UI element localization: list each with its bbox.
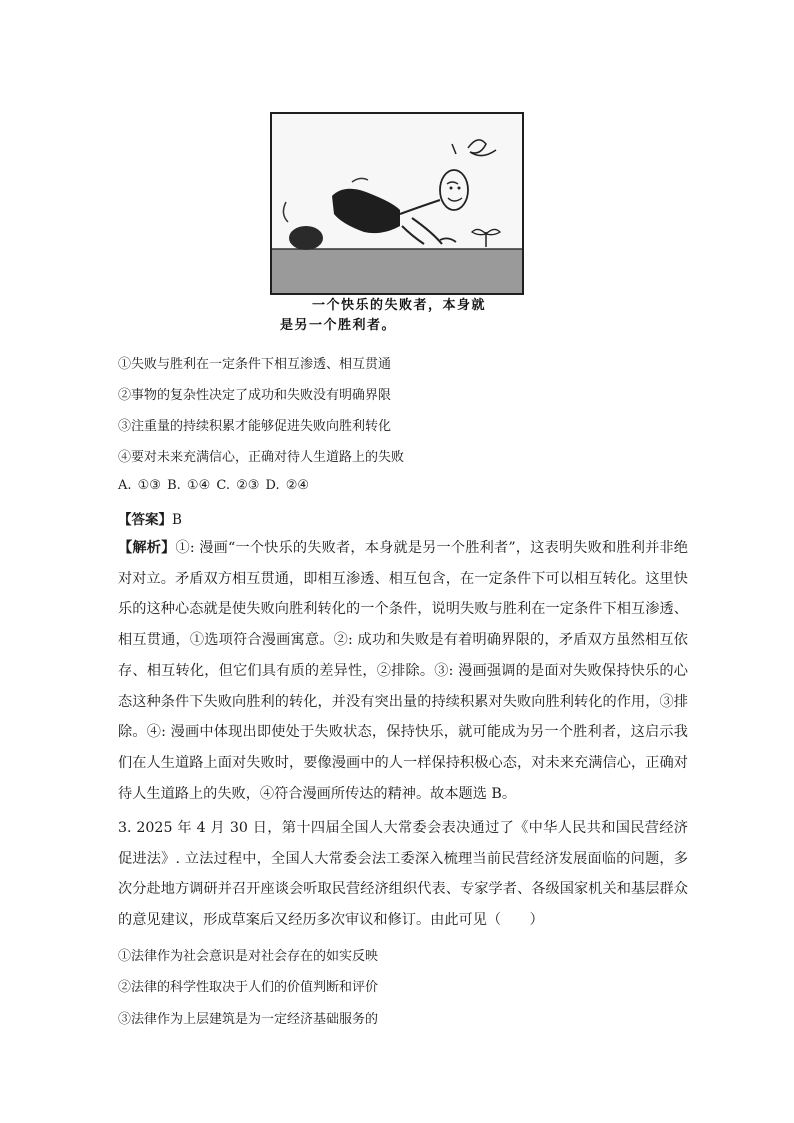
- q2-answer: [118, 508, 182, 528]
- cartoon-caption: [280, 296, 530, 336]
- analysis-label: 【解析】: [118, 540, 176, 556]
- q2-option-3: ③注重量的持续积累才能够促进失败向胜利转化: [118, 419, 392, 434]
- q2-analysis: [118, 533, 688, 809]
- caption-line-1: 一个快乐的失败者，本身就: [312, 298, 487, 313]
- q3-option-3: ③法律作为上层建筑是为一定经济基础服务的: [118, 1012, 379, 1027]
- caption-line-2: 是另一个胜利者。: [280, 318, 397, 333]
- q2-choices: A. ①③ B. ①④ C. ②③ D. ②④: [118, 478, 310, 493]
- cartoon-image: [270, 112, 524, 295]
- q2-option-1: ①失败与胜利在一定条件下相互渗透、相互贯通: [118, 357, 392, 372]
- q2-option-4: ④要对未来充满信心，正确对待人生道路上的失败: [118, 450, 405, 465]
- answer-label: 【答案】: [118, 512, 172, 528]
- q3-option-1: ①法律作为社会意识是对社会存在的如实反映: [118, 949, 379, 964]
- q2-option-2: ②事物的复杂性决定了成功和失败没有明确界限: [118, 388, 392, 403]
- analysis-text: ①: 漫画“一个快乐的失败者，本身就是另一个胜利者”，这表明失败和胜利并非绝对对立。矛盾双方相互贯通，即相互渗透、相互包含，在一定条件下可以相互转化。这里快乐的这种心态就是使失败向胜利转化的一个条件，说明失败与胜利在一定条件下相互渗透、相互贯通，①选项符合漫画寓意。②: 成功和失败是有着明确界限的，矛盾双方虽然相互依存、相互转化，但它们具有质的差异性，②排除。③: 漫画强调的是面对失败保持快乐的心态这种条件下失败向胜利的转化，并没有突出量的持续积累对失败向胜利转化的作用，③排除。④: 漫画中体现出即使处于失败状态，保持快乐，就可能成为另一个胜利者，这启示我们在人生道路上面对失败时，要像漫画中的人一样保持积极心态，对未来充满信心，正确对待人生道路上的失败，④符合漫画所传达的精神。故本题选 B。: [118, 540, 688, 802]
- answer-value: B: [172, 512, 182, 528]
- q3-stem: [118, 813, 688, 936]
- q3-option-2: ②法律的科学性取决于人们的价值判断和评价: [118, 980, 379, 995]
- q3-stem-text: 3. 2025 年 4 月 30 日，第十四届全国人大常委会表决通过了《中华人民共和国民营经济促进法》. 立法过程中，全国人大常委会法工委深入梳理当前民营经济发展面临的问题，多次分赴地方调研并召开座谈会听取民营经济组织代表、专家学者、各级国家机关和基层群众的意见建议，形成草案后又经历多次审议和修订。由此可见（ ）: [118, 820, 688, 929]
